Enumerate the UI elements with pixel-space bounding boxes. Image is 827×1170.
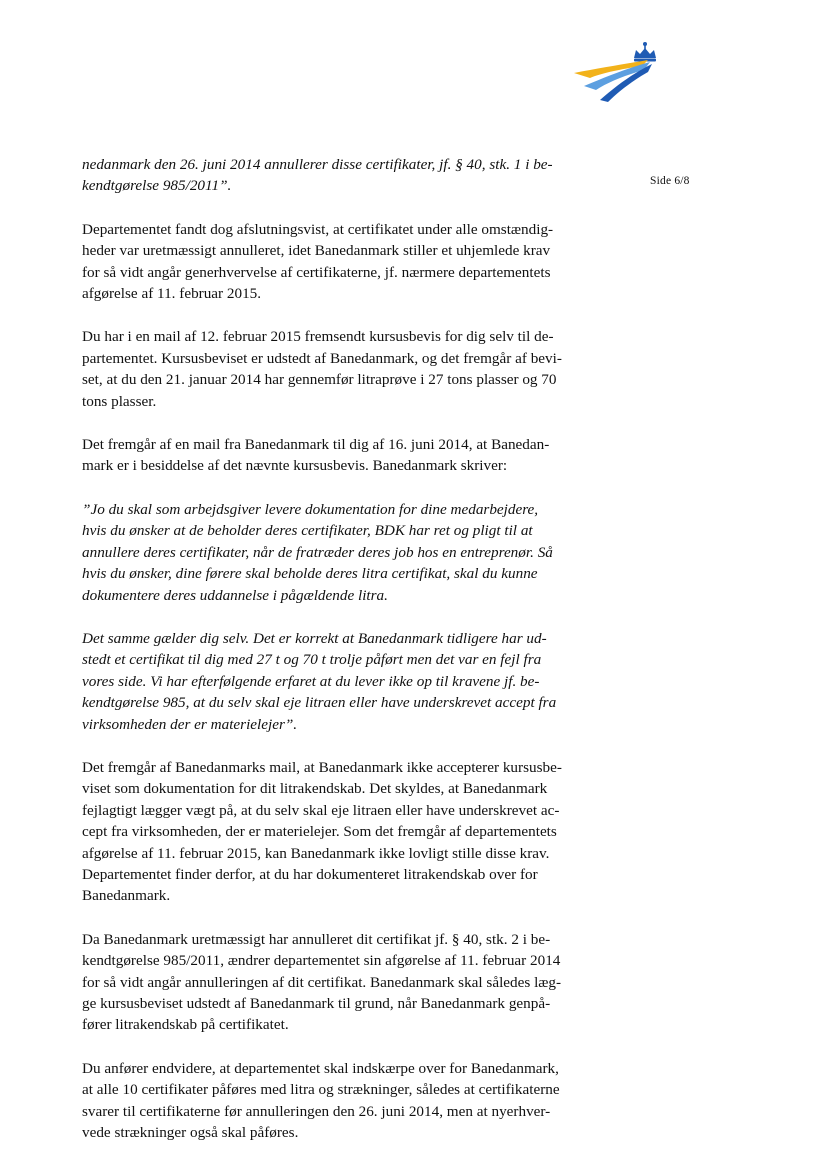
text-line: partementet. Kursusbeviset er udstedt af Banedanmark, og det fremgår af bevi- <box>82 349 562 367</box>
text-line: mark er i besiddelse af det nævnte kursusbevis. Banedanmark skriver: <box>82 457 508 475</box>
paragraph <box>82 1058 610 1144</box>
text-line: viset som dokumentation for dit litrakendskab. Det skyldes, at Banedanmark <box>82 780 548 798</box>
quoted-paragraph <box>82 499 610 606</box>
paragraph <box>82 929 610 1036</box>
text-line: ”Jo du skal som arbejdsgiver levere dokumentation for dine medarbejdere, <box>82 500 539 518</box>
text-line: afgørelse af 11. februar 2015, kan Banedanmark ikke lovligt stille disse krav. <box>82 844 550 862</box>
text-line: vores side. Vi har efterfølgende erfaret at du lever ikke op til kravene jf. be- <box>82 672 540 690</box>
text-line: hvis du ønsker, dine førere skal beholde deres litra certifikat, skal du kunne <box>82 565 538 583</box>
text-line: Departementet finder derfor, at du har dokumenteret litrakendskab over for <box>82 865 538 883</box>
text-line: vede strækninger også skal påføres. <box>82 1124 299 1142</box>
text-line: fejlagtigt lægger vægt på, at du selv skal eje litraen eller have underskrevet ac- <box>82 801 560 819</box>
paragraph <box>82 757 610 907</box>
paragraph <box>82 434 610 477</box>
text-line: Det samme gælder dig selv. Det er korrekt at Banedanmark tidligere har ud- <box>82 629 547 647</box>
text-line: stedt et certifikat til dig med 27 t og 70 t trolje påført men det var en fejl fra <box>82 651 542 669</box>
text-line: cept fra virksomheden, der er materielejer. Som det fremgår af departementets <box>82 823 557 841</box>
text-line: kendtgørelse 985, at du selv skal eje litraen eller have underskrevet accept fra <box>82 694 557 712</box>
text-line: Du anfører endvidere, at departementet skal indskærpe over for Banedanmark, <box>82 1059 559 1077</box>
text-line: heder var uretmæssigt annulleret, idet Banedanmark stiller et uhjemlede krav <box>82 242 551 260</box>
text-line: afgørelse af 11. februar 2015. <box>82 285 262 303</box>
quoted-paragraph <box>82 628 610 735</box>
text-line: virksomheden der er materielejer”. <box>82 715 298 733</box>
text-line: Da Banedanmark uretmæssigt har annulleret dit certifikat jf. § 40, stk. 2 i be- <box>82 930 551 948</box>
text-line: annullere deres certifikater, når de fratræder deres job hos en entreprenør. Så <box>82 543 553 561</box>
text-line: dokumentere deres uddannelse i pågældende litra. <box>82 586 388 604</box>
text-line: at alle 10 certifikater påføres med litra og strækninger, således at certifikaterne <box>82 1081 560 1099</box>
text-line: svarer til certifikaterne før annulleringen den 26. juni 2014, men at nyerhver- <box>82 1102 551 1120</box>
paragraph <box>82 326 610 412</box>
page-number-label: Side 6/8 <box>650 175 690 187</box>
quoted-paragraph <box>82 154 610 197</box>
text-line: Departementet fandt dog afslutningsvist, at certifikatet under alle omstændig- <box>82 220 554 238</box>
text-line: Du har i en mail af 12. februar 2015 fremsendt kursusbevis for dig selv til de- <box>82 328 554 346</box>
paragraph <box>82 219 610 305</box>
text-line: Det fremgår af en mail fra Banedanmark til dig af 16. juni 2014, at Banedan- <box>82 436 550 454</box>
text-line: kendtgørelse 985/2011, ændrer departementet sin afgørelse af 11. februar 2014 <box>82 952 561 970</box>
text-line: for så vidt angår generhvervelse af certifikaterne, jf. nærmere departementets <box>82 263 551 281</box>
text-line: ge kursusbeviset udstedt af Banedanmark til grund, når Banedanmark genpå- <box>82 995 551 1012</box>
text-line: tons plasser. <box>82 392 157 410</box>
document-body <box>82 154 610 1165</box>
text-line: for så vidt angår annulleringen af dit certifikat. Banedanmark skal således læg- <box>82 973 562 991</box>
text-line: kendtgørelse 985/2011”. <box>82 177 232 195</box>
banedanmark-logo-icon <box>570 40 662 102</box>
text-line: hvis du ønsker at de beholder deres certifikater, BDK har ret og pligt til at <box>82 522 533 540</box>
text-line: set, at du den 21. januar 2014 har gennemfør litraprøve i 27 tons plasser og 70 <box>82 371 557 389</box>
text-line: fører litrakendskab på certifikatet. <box>82 1016 289 1034</box>
crown-icon <box>634 42 656 62</box>
text-line: nedanmark den 26. juni 2014 annullerer disse certifikater, jf. § 40, stk. 1 i be- <box>82 156 553 173</box>
text-line: Det fremgår af Banedanmarks mail, at Banedanmark ikke accepterer kursusbe- <box>82 758 562 776</box>
text-line: Banedanmark. <box>82 887 171 905</box>
